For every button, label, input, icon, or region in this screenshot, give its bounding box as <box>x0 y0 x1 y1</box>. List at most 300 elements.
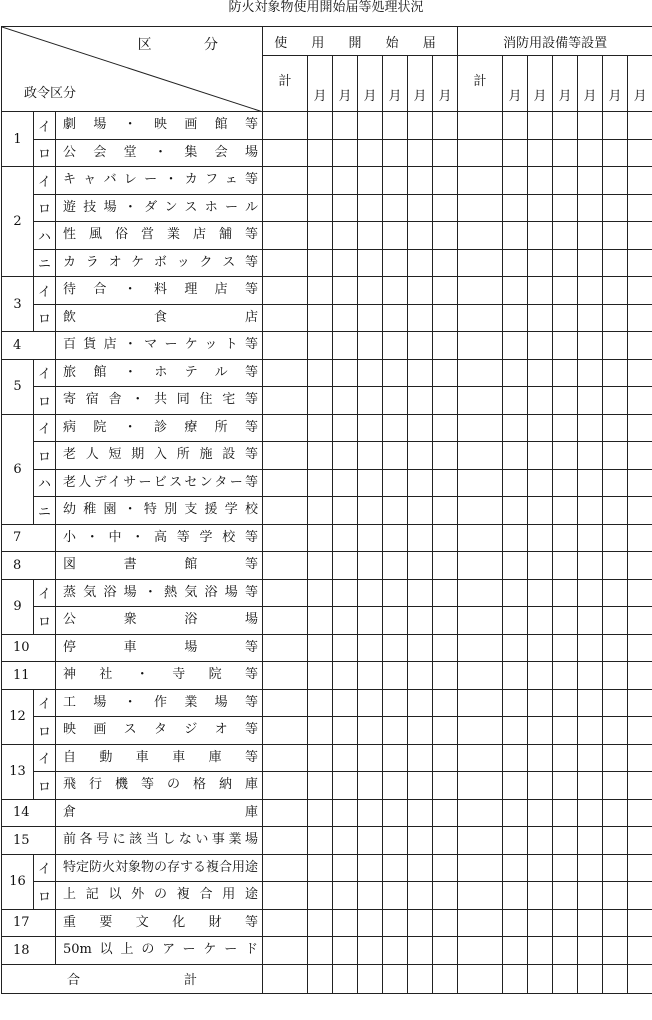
data-cell[interactable] <box>628 909 652 937</box>
data-cell[interactable] <box>383 799 408 827</box>
data-cell[interactable] <box>433 167 458 195</box>
data-cell[interactable] <box>308 524 333 552</box>
data-cell[interactable] <box>503 579 528 607</box>
data-cell[interactable] <box>628 222 652 250</box>
data-cell[interactable] <box>528 662 553 690</box>
data-cell[interactable] <box>578 359 603 387</box>
data-cell[interactable] <box>603 469 628 497</box>
data-cell[interactable] <box>578 414 603 442</box>
data-cell[interactable] <box>553 222 578 250</box>
data-cell[interactable] <box>408 332 433 360</box>
data-cell[interactable] <box>603 249 628 277</box>
data-cell[interactable] <box>308 222 333 250</box>
data-cell[interactable] <box>578 607 603 635</box>
data-cell[interactable] <box>308 607 333 635</box>
total-cell[interactable] <box>358 964 383 993</box>
total-cell[interactable] <box>503 964 528 993</box>
data-cell[interactable] <box>333 112 358 140</box>
data-cell[interactable] <box>628 359 652 387</box>
data-cell[interactable] <box>358 552 383 580</box>
data-cell[interactable] <box>528 222 553 250</box>
data-cell[interactable] <box>408 827 433 855</box>
total-cell[interactable] <box>578 964 603 993</box>
data-cell[interactable] <box>383 277 408 305</box>
data-cell[interactable] <box>603 937 628 965</box>
data-cell[interactable] <box>578 222 603 250</box>
data-cell[interactable] <box>628 304 652 332</box>
data-cell[interactable] <box>553 112 578 140</box>
data-cell[interactable] <box>308 689 333 717</box>
data-cell[interactable] <box>263 414 308 442</box>
data-cell[interactable] <box>408 772 433 800</box>
data-cell[interactable] <box>458 277 503 305</box>
data-cell[interactable] <box>578 469 603 497</box>
data-cell[interactable] <box>628 387 652 415</box>
data-cell[interactable] <box>333 497 358 525</box>
data-cell[interactable] <box>383 139 408 167</box>
data-cell[interactable] <box>503 607 528 635</box>
data-cell[interactable] <box>408 112 433 140</box>
data-cell[interactable] <box>433 222 458 250</box>
data-cell[interactable] <box>528 469 553 497</box>
data-cell[interactable] <box>263 387 308 415</box>
data-cell[interactable] <box>263 332 308 360</box>
data-cell[interactable] <box>333 167 358 195</box>
data-cell[interactable] <box>358 332 383 360</box>
data-cell[interactable] <box>333 634 358 662</box>
data-cell[interactable] <box>408 607 433 635</box>
data-cell[interactable] <box>308 634 333 662</box>
data-cell[interactable] <box>628 167 652 195</box>
data-cell[interactable] <box>383 497 408 525</box>
data-cell[interactable] <box>628 524 652 552</box>
data-cell[interactable] <box>578 909 603 937</box>
data-cell[interactable] <box>433 662 458 690</box>
data-cell[interactable] <box>603 909 628 937</box>
data-cell[interactable] <box>528 442 553 470</box>
data-cell[interactable] <box>308 827 333 855</box>
data-cell[interactable] <box>263 717 308 745</box>
data-cell[interactable] <box>408 414 433 442</box>
data-cell[interactable] <box>383 332 408 360</box>
data-cell[interactable] <box>358 744 383 772</box>
data-cell[interactable] <box>383 662 408 690</box>
data-cell[interactable] <box>333 772 358 800</box>
data-cell[interactable] <box>578 882 603 910</box>
data-cell[interactable] <box>458 112 503 140</box>
data-cell[interactable] <box>578 799 603 827</box>
data-cell[interactable] <box>263 799 308 827</box>
data-cell[interactable] <box>308 882 333 910</box>
data-cell[interactable] <box>433 524 458 552</box>
data-cell[interactable] <box>628 194 652 222</box>
data-cell[interactable] <box>433 607 458 635</box>
data-cell[interactable] <box>528 167 553 195</box>
data-cell[interactable] <box>628 662 652 690</box>
data-cell[interactable] <box>503 772 528 800</box>
data-cell[interactable] <box>358 662 383 690</box>
data-cell[interactable] <box>503 469 528 497</box>
data-cell[interactable] <box>333 882 358 910</box>
data-cell[interactable] <box>458 332 503 360</box>
data-cell[interactable] <box>628 552 652 580</box>
data-cell[interactable] <box>433 387 458 415</box>
data-cell[interactable] <box>308 167 333 195</box>
data-cell[interactable] <box>603 414 628 442</box>
data-cell[interactable] <box>503 497 528 525</box>
data-cell[interactable] <box>358 167 383 195</box>
data-cell[interactable] <box>503 827 528 855</box>
data-cell[interactable] <box>628 112 652 140</box>
data-cell[interactable] <box>383 717 408 745</box>
data-cell[interactable] <box>578 139 603 167</box>
data-cell[interactable] <box>358 112 383 140</box>
data-cell[interactable] <box>603 167 628 195</box>
data-cell[interactable] <box>333 139 358 167</box>
data-cell[interactable] <box>603 497 628 525</box>
data-cell[interactable] <box>578 387 603 415</box>
data-cell[interactable] <box>433 799 458 827</box>
data-cell[interactable] <box>333 194 358 222</box>
data-cell[interactable] <box>333 359 358 387</box>
data-cell[interactable] <box>333 579 358 607</box>
data-cell[interactable] <box>358 469 383 497</box>
data-cell[interactable] <box>603 139 628 167</box>
data-cell[interactable] <box>333 442 358 470</box>
data-cell[interactable] <box>333 277 358 305</box>
data-cell[interactable] <box>433 579 458 607</box>
data-cell[interactable] <box>603 827 628 855</box>
data-cell[interactable] <box>408 387 433 415</box>
data-cell[interactable] <box>458 442 503 470</box>
data-cell[interactable] <box>333 414 358 442</box>
data-cell[interactable] <box>458 552 503 580</box>
data-cell[interactable] <box>408 937 433 965</box>
data-cell[interactable] <box>263 442 308 470</box>
data-cell[interactable] <box>603 552 628 580</box>
data-cell[interactable] <box>503 332 528 360</box>
data-cell[interactable] <box>603 744 628 772</box>
data-cell[interactable] <box>383 414 408 442</box>
data-cell[interactable] <box>263 524 308 552</box>
data-cell[interactable] <box>458 909 503 937</box>
data-cell[interactable] <box>358 689 383 717</box>
data-cell[interactable] <box>263 249 308 277</box>
data-cell[interactable] <box>553 414 578 442</box>
data-cell[interactable] <box>458 607 503 635</box>
data-cell[interactable] <box>528 359 553 387</box>
data-cell[interactable] <box>628 937 652 965</box>
data-cell[interactable] <box>603 194 628 222</box>
data-cell[interactable] <box>408 552 433 580</box>
data-cell[interactable] <box>433 937 458 965</box>
data-cell[interactable] <box>308 937 333 965</box>
data-cell[interactable] <box>358 139 383 167</box>
data-cell[interactable] <box>408 497 433 525</box>
data-cell[interactable] <box>553 799 578 827</box>
data-cell[interactable] <box>603 607 628 635</box>
data-cell[interactable] <box>333 937 358 965</box>
data-cell[interactable] <box>358 359 383 387</box>
data-cell[interactable] <box>628 579 652 607</box>
data-cell[interactable] <box>358 277 383 305</box>
data-cell[interactable] <box>333 469 358 497</box>
data-cell[interactable] <box>503 414 528 442</box>
data-cell[interactable] <box>408 304 433 332</box>
data-cell[interactable] <box>333 524 358 552</box>
data-cell[interactable] <box>408 882 433 910</box>
data-cell[interactable] <box>358 717 383 745</box>
data-cell[interactable] <box>503 552 528 580</box>
data-cell[interactable] <box>383 744 408 772</box>
data-cell[interactable] <box>528 387 553 415</box>
data-cell[interactable] <box>383 607 408 635</box>
data-cell[interactable] <box>578 332 603 360</box>
data-cell[interactable] <box>358 937 383 965</box>
data-cell[interactable] <box>503 277 528 305</box>
data-cell[interactable] <box>628 139 652 167</box>
data-cell[interactable] <box>308 909 333 937</box>
data-cell[interactable] <box>528 579 553 607</box>
data-cell[interactable] <box>383 579 408 607</box>
data-cell[interactable] <box>578 194 603 222</box>
data-cell[interactable] <box>578 524 603 552</box>
data-cell[interactable] <box>358 909 383 937</box>
data-cell[interactable] <box>383 882 408 910</box>
data-cell[interactable] <box>433 194 458 222</box>
data-cell[interactable] <box>628 332 652 360</box>
data-cell[interactable] <box>308 112 333 140</box>
data-cell[interactable] <box>458 937 503 965</box>
data-cell[interactable] <box>333 552 358 580</box>
data-cell[interactable] <box>578 662 603 690</box>
data-cell[interactable] <box>553 689 578 717</box>
data-cell[interactable] <box>333 827 358 855</box>
data-cell[interactable] <box>308 194 333 222</box>
data-cell[interactable] <box>408 524 433 552</box>
data-cell[interactable] <box>308 854 333 882</box>
data-cell[interactable] <box>263 827 308 855</box>
data-cell[interactable] <box>528 497 553 525</box>
data-cell[interactable] <box>603 799 628 827</box>
data-cell[interactable] <box>458 854 503 882</box>
data-cell[interactable] <box>553 607 578 635</box>
data-cell[interactable] <box>503 854 528 882</box>
data-cell[interactable] <box>458 304 503 332</box>
data-cell[interactable] <box>503 744 528 772</box>
data-cell[interactable] <box>383 854 408 882</box>
data-cell[interactable] <box>503 442 528 470</box>
data-cell[interactable] <box>603 359 628 387</box>
data-cell[interactable] <box>408 222 433 250</box>
data-cell[interactable] <box>263 304 308 332</box>
data-cell[interactable] <box>553 882 578 910</box>
data-cell[interactable] <box>358 579 383 607</box>
data-cell[interactable] <box>433 552 458 580</box>
data-cell[interactable] <box>578 442 603 470</box>
data-cell[interactable] <box>358 249 383 277</box>
data-cell[interactable] <box>503 937 528 965</box>
data-cell[interactable] <box>458 359 503 387</box>
data-cell[interactable] <box>408 167 433 195</box>
data-cell[interactable] <box>458 194 503 222</box>
data-cell[interactable] <box>308 249 333 277</box>
data-cell[interactable] <box>628 442 652 470</box>
data-cell[interactable] <box>263 909 308 937</box>
data-cell[interactable] <box>383 194 408 222</box>
data-cell[interactable] <box>553 497 578 525</box>
data-cell[interactable] <box>628 277 652 305</box>
data-cell[interactable] <box>553 909 578 937</box>
data-cell[interactable] <box>628 414 652 442</box>
data-cell[interactable] <box>408 634 433 662</box>
data-cell[interactable] <box>433 414 458 442</box>
data-cell[interactable] <box>308 744 333 772</box>
data-cell[interactable] <box>433 359 458 387</box>
data-cell[interactable] <box>358 854 383 882</box>
total-cell[interactable] <box>263 964 308 993</box>
data-cell[interactable] <box>433 634 458 662</box>
data-cell[interactable] <box>603 854 628 882</box>
data-cell[interactable] <box>628 249 652 277</box>
data-cell[interactable] <box>578 112 603 140</box>
data-cell[interactable] <box>308 799 333 827</box>
data-cell[interactable] <box>333 854 358 882</box>
data-cell[interactable] <box>628 717 652 745</box>
data-cell[interactable] <box>528 277 553 305</box>
data-cell[interactable] <box>603 332 628 360</box>
data-cell[interactable] <box>603 717 628 745</box>
data-cell[interactable] <box>603 112 628 140</box>
data-cell[interactable] <box>433 717 458 745</box>
data-cell[interactable] <box>528 744 553 772</box>
data-cell[interactable] <box>383 772 408 800</box>
data-cell[interactable] <box>603 442 628 470</box>
data-cell[interactable] <box>433 772 458 800</box>
data-cell[interactable] <box>433 909 458 937</box>
data-cell[interactable] <box>458 799 503 827</box>
data-cell[interactable] <box>263 882 308 910</box>
data-cell[interactable] <box>308 387 333 415</box>
total-cell[interactable] <box>528 964 553 993</box>
data-cell[interactable] <box>458 524 503 552</box>
data-cell[interactable] <box>308 717 333 745</box>
data-cell[interactable] <box>528 634 553 662</box>
data-cell[interactable] <box>308 662 333 690</box>
data-cell[interactable] <box>458 249 503 277</box>
data-cell[interactable] <box>528 139 553 167</box>
data-cell[interactable] <box>333 799 358 827</box>
data-cell[interactable] <box>503 662 528 690</box>
data-cell[interactable] <box>603 524 628 552</box>
data-cell[interactable] <box>553 387 578 415</box>
total-cell[interactable] <box>603 964 628 993</box>
data-cell[interactable] <box>383 937 408 965</box>
data-cell[interactable] <box>358 634 383 662</box>
data-cell[interactable] <box>503 882 528 910</box>
data-cell[interactable] <box>528 799 553 827</box>
data-cell[interactable] <box>603 772 628 800</box>
data-cell[interactable] <box>458 689 503 717</box>
data-cell[interactable] <box>628 854 652 882</box>
data-cell[interactable] <box>603 222 628 250</box>
total-cell[interactable] <box>408 964 433 993</box>
data-cell[interactable] <box>333 689 358 717</box>
data-cell[interactable] <box>333 332 358 360</box>
data-cell[interactable] <box>578 689 603 717</box>
data-cell[interactable] <box>553 772 578 800</box>
data-cell[interactable] <box>553 469 578 497</box>
data-cell[interactable] <box>603 689 628 717</box>
data-cell[interactable] <box>308 469 333 497</box>
data-cell[interactable] <box>458 634 503 662</box>
data-cell[interactable] <box>578 304 603 332</box>
data-cell[interactable] <box>408 717 433 745</box>
data-cell[interactable] <box>503 689 528 717</box>
data-cell[interactable] <box>383 222 408 250</box>
data-cell[interactable] <box>408 194 433 222</box>
data-cell[interactable] <box>503 194 528 222</box>
data-cell[interactable] <box>528 112 553 140</box>
data-cell[interactable] <box>433 249 458 277</box>
data-cell[interactable] <box>433 497 458 525</box>
data-cell[interactable] <box>553 524 578 552</box>
data-cell[interactable] <box>433 854 458 882</box>
data-cell[interactable] <box>503 167 528 195</box>
data-cell[interactable] <box>333 909 358 937</box>
data-cell[interactable] <box>383 827 408 855</box>
data-cell[interactable] <box>528 854 553 882</box>
data-cell[interactable] <box>383 249 408 277</box>
data-cell[interactable] <box>383 167 408 195</box>
data-cell[interactable] <box>528 249 553 277</box>
data-cell[interactable] <box>528 524 553 552</box>
data-cell[interactable] <box>358 799 383 827</box>
data-cell[interactable] <box>628 469 652 497</box>
data-cell[interactable] <box>553 167 578 195</box>
data-cell[interactable] <box>263 607 308 635</box>
data-cell[interactable] <box>433 112 458 140</box>
data-cell[interactable] <box>553 552 578 580</box>
data-cell[interactable] <box>263 112 308 140</box>
data-cell[interactable] <box>528 552 553 580</box>
data-cell[interactable] <box>528 332 553 360</box>
data-cell[interactable] <box>383 304 408 332</box>
data-cell[interactable] <box>503 387 528 415</box>
data-cell[interactable] <box>578 579 603 607</box>
total-cell[interactable] <box>333 964 358 993</box>
data-cell[interactable] <box>628 689 652 717</box>
data-cell[interactable] <box>308 332 333 360</box>
data-cell[interactable] <box>528 909 553 937</box>
data-cell[interactable] <box>458 469 503 497</box>
data-cell[interactable] <box>528 717 553 745</box>
data-cell[interactable] <box>263 139 308 167</box>
data-cell[interactable] <box>383 909 408 937</box>
data-cell[interactable] <box>383 524 408 552</box>
data-cell[interactable] <box>308 552 333 580</box>
total-cell[interactable] <box>383 964 408 993</box>
data-cell[interactable] <box>528 772 553 800</box>
data-cell[interactable] <box>503 222 528 250</box>
data-cell[interactable] <box>578 634 603 662</box>
data-cell[interactable] <box>503 524 528 552</box>
data-cell[interactable] <box>553 662 578 690</box>
data-cell[interactable] <box>578 552 603 580</box>
data-cell[interactable] <box>503 249 528 277</box>
data-cell[interactable] <box>383 552 408 580</box>
data-cell[interactable] <box>458 387 503 415</box>
